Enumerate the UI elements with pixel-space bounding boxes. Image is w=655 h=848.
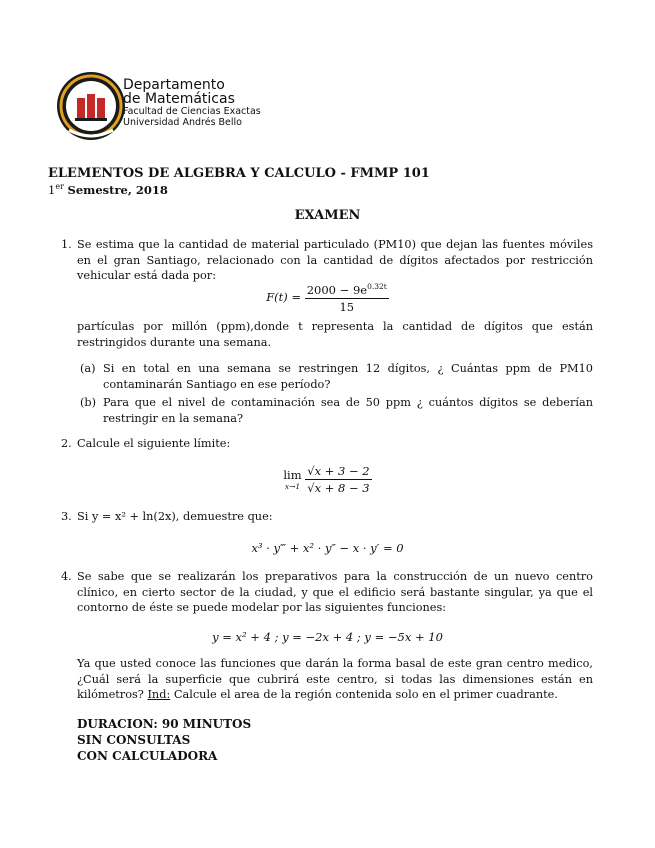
problem-2-formula bbox=[0, 464, 655, 495]
formula-numerator bbox=[305, 282, 389, 299]
semester-ordinal: er bbox=[55, 182, 64, 191]
dept-name-line1: Departamento bbox=[123, 77, 225, 93]
dept-name-line2: de Matemáticas bbox=[123, 91, 235, 107]
limit-operator bbox=[283, 468, 301, 491]
limit-word: lim bbox=[283, 468, 302, 482]
exam-title: EXAMEN bbox=[294, 208, 361, 223]
problem-4-question-text: Ya que usted conoce las funciones que darán la forma basal de este gran centro medico, ¿Cuál será la superficie que cubrirá este centro, si todas las dimensiones están en kilómetros? bbox=[77, 657, 593, 701]
exam-conditions bbox=[77, 716, 251, 764]
formula-exponent: 0.32t bbox=[367, 282, 387, 291]
formula-numerator-base: 2000 − 9e bbox=[306, 282, 368, 297]
problem-1b-text: Para que el nivel de contaminación sea de 50 ppm ¿ cuántos dígitos se deberían restringir en la semana? bbox=[103, 396, 593, 425]
problem-3-formula: x³ · y‴ + x² · y″ − x · y′ = 0 bbox=[251, 541, 404, 555]
problem-1a-text: Si en total en una semana se restringen 12 dígitos, ¿ Cuántas ppm de PM10 contaminarán Santiago en ese período? bbox=[103, 362, 593, 391]
university-logo-icon bbox=[55, 70, 127, 142]
problem-3-text: Si y = x² + ln(2x), demuestre que: bbox=[77, 510, 273, 523]
problem-2-number: 2. bbox=[61, 437, 72, 450]
problem-2-text: Calcule el siguiente límite: bbox=[77, 437, 231, 450]
problem-4-formula: y = x² + 4 ; y = −2x + 4 ; y = −5x + 10 bbox=[212, 630, 443, 644]
university-name: Universidad Andrés Bello bbox=[123, 117, 242, 128]
limit-denominator: √x + 8 − 3 bbox=[307, 481, 370, 495]
limit-numerator: √x + 3 − 2 bbox=[307, 464, 370, 478]
formula-lhs: F(t) = bbox=[266, 289, 302, 304]
calculator-line: CON CALCULADORA bbox=[77, 749, 218, 763]
semester-line bbox=[48, 182, 168, 197]
problem-1-intro: Se estima que la cantidad de material particulado (PM10) que dejan las fuentes móviles en el gran Santiago, relacionado con la cantidad de dígitos afectados por restricción vehicular está dada por: bbox=[77, 238, 593, 282]
duration-line: DURACION: 90 MINUTOS bbox=[77, 717, 252, 731]
problem-4-text: Se sabe que se realizarán los preparativos para la construcción de un nuevo centro clínico, en cierto sector de la ciudad, y que el edificio será bastante singular, ya que el contorno de éste se puede modelar por las siguientes funciones: bbox=[77, 570, 593, 614]
problem-1-after: partículas por millón (ppm),donde t representa la cantidad de dígitos que están restringidos durante una semana. bbox=[77, 320, 593, 349]
semester-number: 1 bbox=[48, 182, 56, 197]
hint-text: Calcule el area de la región contenida solo en el primer cuadrante. bbox=[173, 688, 558, 701]
no-consult-line: SIN CONSULTAS bbox=[77, 733, 191, 747]
formula-denominator: 15 bbox=[339, 299, 355, 314]
department-block bbox=[123, 78, 261, 128]
problem-1b-label: (b) bbox=[80, 396, 97, 409]
limit-subscript: x→1 bbox=[284, 482, 301, 491]
hint-label: Ind: bbox=[147, 688, 171, 701]
limit-fraction bbox=[305, 464, 371, 495]
problem-4-number: 4. bbox=[61, 570, 72, 583]
problem-1-number: 1. bbox=[61, 238, 72, 251]
semester-text: Semestre, 2018 bbox=[67, 182, 168, 197]
problem-3-number: 3. bbox=[61, 510, 72, 523]
faculty-name: Facultad de Ciencias Exactas bbox=[123, 106, 261, 117]
problem-1a-label: (a) bbox=[80, 362, 96, 375]
problem-4-question bbox=[77, 656, 593, 703]
formula-fraction bbox=[305, 282, 389, 314]
course-title: ELEMENTOS DE ALGEBRA Y CALCULO - FMMP 101 bbox=[48, 166, 430, 181]
problem-1-formula bbox=[0, 282, 655, 314]
